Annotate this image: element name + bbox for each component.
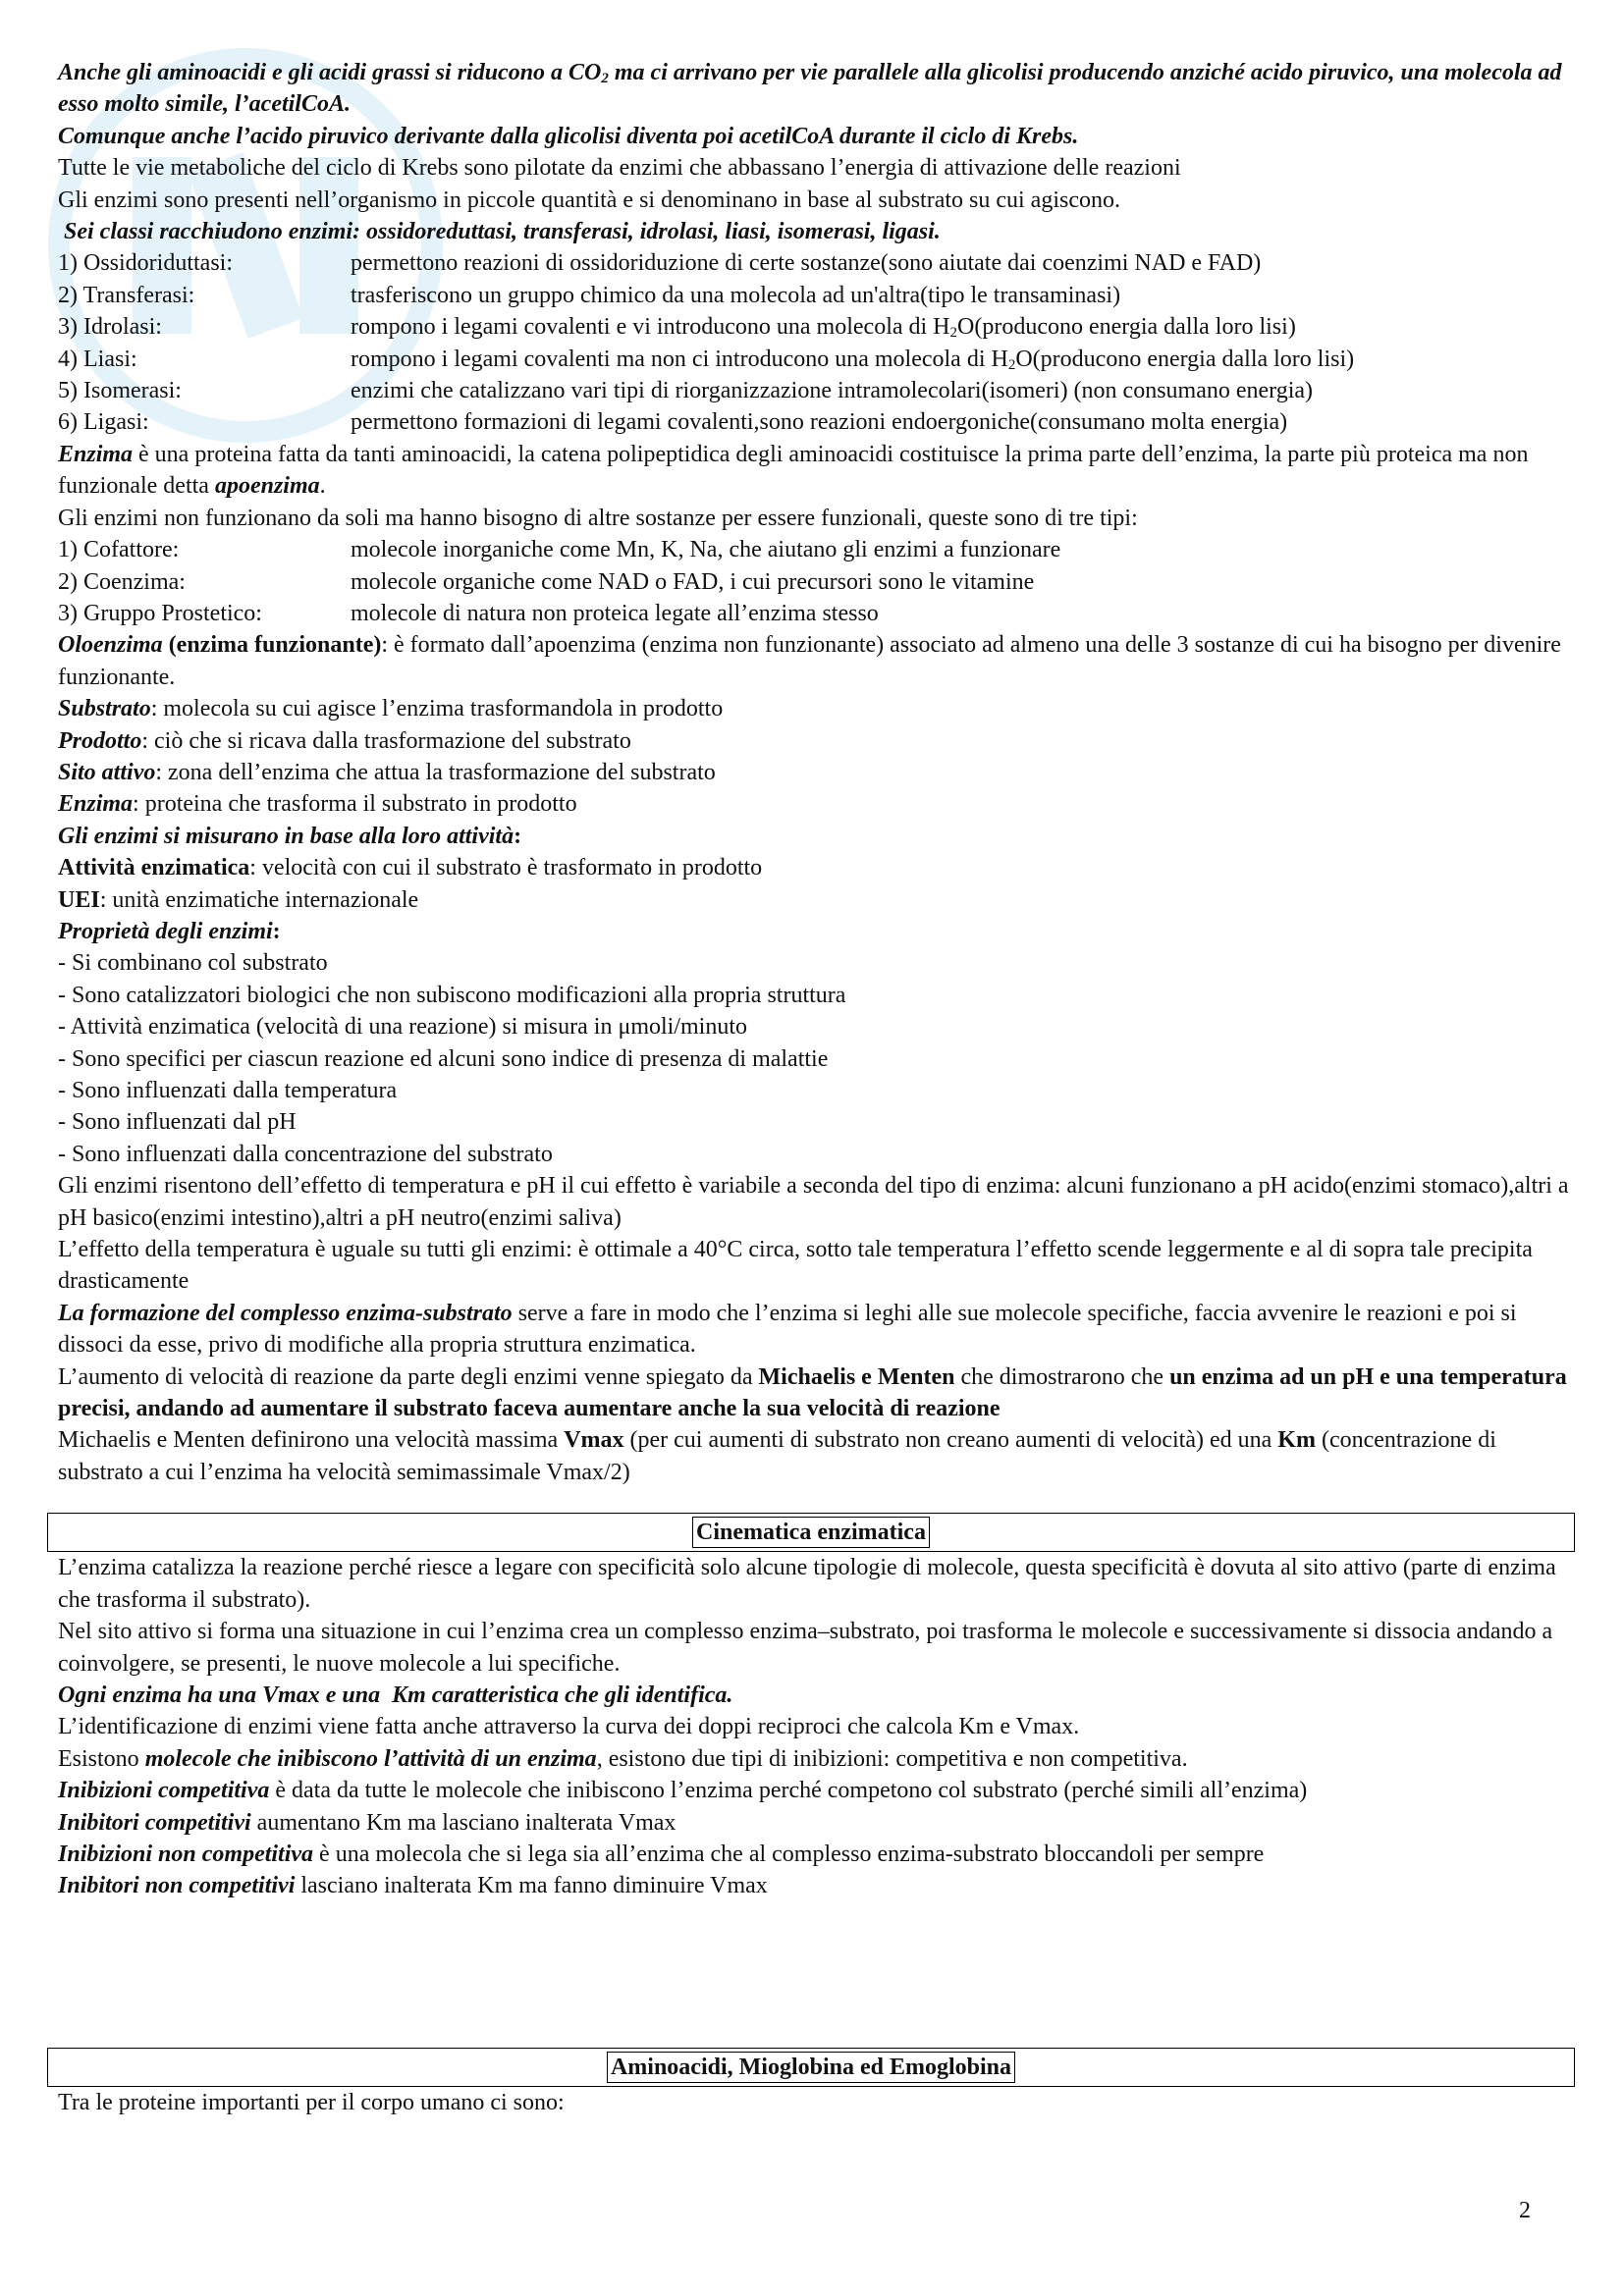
uei-definition: UEI: unità enzimatiche internazionale — [58, 886, 419, 913]
temperature-paragraph: L’effetto della temperatura è uguale su tutti gli enzimi: è ottimale a 40°C circa, sotto tale temperatura l’effetto scende leggermente e al di sopra tale precipita drasticamente — [58, 1237, 1533, 1295]
list-item: - Sono catalizzatori biologici che non subiscono modificazioni alla propria struttura — [58, 982, 846, 1008]
list-item: 4) Liasi: rompono i legami covalenti ma non ci introducono una molecola di $H_2O(producono$ energia dalla loro lisi) — [58, 346, 1355, 373]
cinematica-paragraph-3: Ogni enzima ha una Vmax e una Km caratteristica che gli identifica. — [58, 1682, 733, 1708]
attivita-definition: Attività enzimatica: velocità con cui il substrato è trasformato in prodotto — [58, 855, 763, 881]
list-item: 3) Gruppo Prostetico: molecole di natura non proteica legate all’enzima stesso — [58, 600, 879, 626]
misura-heading: Gli enzimi si misurano in base alla loro attività: — [58, 823, 522, 849]
list-item: 5) Isomerasi: enzimi che catalizzano vari tipi di riorganizzazione intramolecolari(isomeri) (non consumano energia) — [58, 378, 1314, 404]
proprieta-heading: Proprietà degli enzimi: — [58, 918, 281, 944]
list-item: 1) Ossidoriduttasi: permettono reazioni di ossidoriduzione di certe sostanze(sono aiutate dai coenzimi NAD e FAD) — [58, 250, 1262, 277]
cinematica-paragraph-5: Esistono molecole che inibiscono l’attività di un enzima, esistono due tipi di inibizioni: competitiva e non competitiva. — [58, 1745, 1188, 1772]
cinematica-paragraph-1: L’enzima catalizza la reazione perché riesce a legare con specificità solo alcune tipologie di molecole, questa specificità è dovuta al sito attivo (parte di enzima che trasforma il substrato). — [58, 1555, 1556, 1613]
cinematica-paragraph-2: Nel sito attivo si forma una situazione in cui l’enzima crea un complesso enzima–substrato, poi trasforma le molecole e successivamente si dissocia andando a coinvolgere, se presenti, le nuove molecole a lui specifiche. — [58, 1619, 1553, 1677]
cinematica-paragraph-9: Inibitori non competitivi lasciano inalterata Km ma fanno diminuire Vmax — [58, 1873, 768, 1899]
list-item: - Si combinano col substrato — [58, 950, 328, 977]
document-page — [58, 57, 1575, 2118]
definition-prodotto: Prodotto: ciò che si ricava dalla trasformazione del substrato — [58, 727, 631, 754]
aminoacidi-paragraph-1: Tra le proteine importanti per il corpo umano ci sono: — [58, 2089, 565, 2115]
intro-paragraph-1: Anche gli aminoacidi e gli acidi grassi si riducono a $CO_2$ ma ci arrivano per vie parallele alla glicolisi producendo anziché acido piruvico, una molecola ad esso molto simile, l’acetilCoA. — [58, 60, 1562, 118]
proprieta-list — [58, 947, 1575, 1170]
page-number: 2 — [1519, 2198, 1531, 2223]
section-header-aminoacidi — [47, 2048, 1575, 2087]
list-item: 1) Cofattore: molecole inorganiche come Mn, K, Na, che aiutano gli enzimi a funzionare — [58, 537, 1061, 563]
section-title: Cinematica enzimatica — [692, 1517, 930, 1548]
list-item: 3) Idrolasi: rompono i legami covalenti e vi introducono una molecola di $H_2O(producono$ energia dalla loro lisi) — [58, 314, 1296, 342]
definition-substrato: Substrato: molecola su cui agisce l’enzima trasformandola in prodotto — [58, 696, 724, 722]
enzyme-classes-heading: Sei classi racchiudono enzimi: ossidoreduttasi, transferasi, idrolasi, liasi, isomerasi, ligasi. — [58, 219, 941, 245]
list-item: - Sono specifici per ciascun reazione ed alcuni sono indice di presenza di malattie — [58, 1045, 829, 1072]
enzima-definition: Enzima è una proteina fatta da tanti aminoacidi, la catena polipeptidica degli aminoacidi costituisce la prima parte dell’enzima, la parte più proteica ma non funzionale detta apoenzima. — [58, 441, 1529, 500]
intro-paragraph-2: Comunque anche l’acido piruvico derivante dalla glicolisi diventa poi acetilCoA durante il ciclo di Krebs. — [58, 123, 1079, 149]
cinematica-paragraph-6: Inibizioni competitiva è data da tutte le molecole che inibiscono l’enzima perché competono col substrato (perché simili all’enzima) — [58, 1778, 1308, 1804]
michaelis-menten-paragraph-2: Michaelis e Menten definirono una velocità massima Vmax (per cui aumenti di substrato non creano aumenti di velocità) ed una Km (concentrazione di substrato a cui l’enzima ha velocità semimassimale Vmax/2) — [58, 1427, 1496, 1485]
section-title: Aminoacidi, Mioglobina ed Emoglobina — [607, 2052, 1015, 2083]
michaelis-menten-paragraph-1: L’aumento di velocità di reazione da parte degli enzimi venne spiegato da Michaelis e Menten che dimostrarono che un enzima ad un pH e una temperatura precisi, andando ad aumentare il substrato faceva aumentare anche la sua velocità di reazione — [58, 1363, 1567, 1422]
intro-paragraph-3: Tutte le vie metaboliche del ciclo di Krebs sono pilotate da enzimi che abbassano l’energia di attivazione delle reazioni — [58, 155, 1181, 182]
oloenzima-definition: Oloenzima (enzima funzionante): è formato dall’apoenzima (enzima non funzionante) associato ad almeno una delle 3 sostanze di cui ha bisogno per divenire funzionante. — [58, 632, 1561, 690]
cinematica-paragraph-8: Inibizioni non competitiva è una molecola che si lega sia all’enzima che al complesso enzima-substrato bloccandoli per sempre — [58, 1841, 1265, 1867]
cofactors-intro: Gli enzimi non funzionano da soli ma hanno bisogno di altre sostanze per essere funzionali, queste sono di tre tipi: — [58, 505, 1138, 531]
enzyme-classes-list — [58, 247, 1575, 438]
intro-paragraph-4: Gli enzimi sono presenti nell’organismo in piccole quantità e si denominano in base al substrato su cui agiscono. — [58, 187, 1120, 213]
cinematica-paragraph-7: Inibitori competitivi aumentano Km ma lasciano inalterata Vmax — [58, 1809, 676, 1836]
definition-sito-attivo: Sito attivo: zona dell’enzima che attua la trasformazione del substrato — [58, 759, 716, 785]
cinematica-paragraph-4: L’identificazione di enzimi viene fatta anche attraverso la curva dei doppi reciproci che calcola Km e Vmax. — [58, 1714, 1080, 1740]
complesso-paragraph: La formazione del complesso enzima-substrato serve a fare in modo che l’enzima si leghi alle sue molecole specifiche, faccia avvenire le reazioni e poi si dissoci da esse, privo di modifiche alla propria struttura enzimatica. — [58, 1300, 1517, 1359]
list-item: 6) Ligasi: permettono formazioni di legami covalenti,sono reazioni endoergoniche(consumano molta energia) — [58, 409, 1288, 436]
section-header-cinematica — [47, 1513, 1575, 1552]
cofactors-list — [58, 534, 1575, 629]
list-item: - Sono influenzati dalla temperatura — [58, 1078, 398, 1103]
definition-enzima: Enzima: proteina che trasforma il substrato in prodotto — [58, 791, 577, 818]
list-item: - Sono influenzati dalla concentrazione del substrato — [58, 1141, 553, 1167]
list-item: - Sono influenzati dal pH — [58, 1109, 297, 1136]
list-item: 2) Transferasi: trasferiscono un gruppo chimico da una molecola ad un'altra(tipo le transaminasi) — [58, 282, 1121, 308]
list-item: - Attività enzimatica (velocità di una reazione) si misura in μmoli/minuto — [58, 1014, 747, 1041]
ph-paragraph: Gli enzimi risentono dell’effetto di temperatura e pH il cui effetto è variabile a seconda del tipo di enzima: alcuni funzionano a pH acido(enzimi stomaco),altri a pH basico(enzimi intestino),altri a pH neutro(enzimi saliva) — [58, 1173, 1569, 1231]
list-item: 2) Coenzima: molecole organiche come NAD o FAD, i cui precursori sono le vitamine — [58, 568, 1035, 595]
